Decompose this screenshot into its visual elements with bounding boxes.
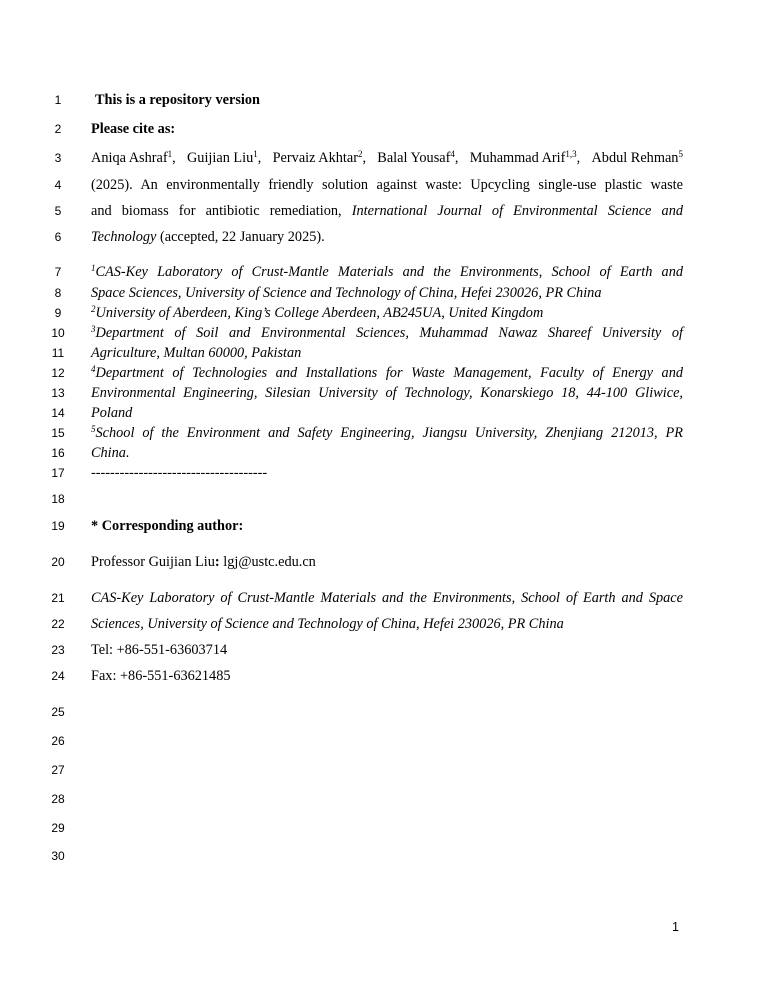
author: Muhammad Arif$^{1,3}$, (469, 149, 581, 166)
corresponding-address: CAS-Key Laboratory of Crust-Mantle Materials and the Environments, School of Earth and Space (91, 590, 683, 606)
line-number: 11 (51, 346, 65, 360)
line-number: 30 (51, 849, 65, 863)
line-number: 9 (54, 306, 62, 320)
line-number: 2 (54, 122, 62, 136)
line-number: 6 (54, 230, 62, 244)
affiliation-5-cont: China. (91, 445, 130, 461)
line-number: 23 (51, 643, 65, 657)
affiliation-2: $^2$University of Aberdeen, King’s College Aberdeen, AB245UA, United Kingdom (91, 304, 544, 321)
line-number: 16 (51, 446, 65, 460)
affiliation-3: $^3$Department of Soil and Environmental Sciences, Muhammad Nawaz Shareef University of (91, 324, 683, 341)
line-number: 4 (54, 178, 62, 192)
line-number: 17 (51, 466, 65, 480)
line-number: 25 (51, 705, 65, 719)
line-number: 24 (51, 669, 65, 683)
author: Balal Yousaf$^4$, (377, 149, 459, 166)
line-number: 18 (51, 492, 65, 506)
line-number: 5 (54, 204, 62, 218)
author: Pervaiz Akhtar$^2$, (272, 149, 367, 166)
line-number: 15 (51, 426, 65, 440)
email-address: lgj@ustc.edu.cn (223, 554, 316, 570)
page-number: 1 (672, 920, 679, 934)
line-number: 1 (54, 93, 62, 107)
line-number: 19 (51, 519, 65, 533)
corresponding-contact: Professor Guijian Liu: lgj@ustc.edu.cn (91, 554, 316, 570)
line-number: 29 (51, 821, 65, 835)
line-number: 21 (51, 591, 65, 605)
repository-note: This is a repository version (95, 92, 260, 108)
author-list (91, 149, 683, 167)
cite-label: Please cite as: (91, 121, 176, 137)
affiliation-3-cont: Agriculture, Multan 60000, Pakistan (91, 345, 302, 361)
line-number: 7 (54, 265, 62, 279)
line-number: 8 (54, 286, 62, 300)
affiliation-4-cont: Poland (91, 405, 133, 421)
line-number: 22 (51, 617, 65, 631)
affiliation-4: $^4$Department of Technologies and Installations for Waste Management, Faculty of Energy and (91, 364, 683, 381)
line-number: 14 (51, 406, 65, 420)
separator-line: ------------------------------------- (91, 465, 268, 481)
corresponding-address-cont: Sciences, University of Science and Technology of China, Hefei 230026, PR China (91, 616, 564, 632)
author: Aniqa Ashraf$^1$, (91, 149, 176, 166)
line-number: 28 (51, 792, 65, 806)
affiliation-1-cont: Space Sciences, University of Science and Technology of China, Hefei 230026, PR China (91, 285, 602, 301)
line-number: 13 (51, 386, 65, 400)
author: Abdul Rehman$^5$ (591, 149, 683, 166)
affiliation-4-cont: Environmental Engineering, Silesian University of Technology, Konarskiego 18, 44-100 Gliwice, (91, 385, 683, 401)
citation-title-line: (2025). An environmentally friendly solution against waste: Upcycling single-use plastic waste (91, 177, 683, 193)
affiliation-5: $^5$School of the Environment and Safety Engineering, Jiangsu University, Zhenjiang 212013, PR (91, 424, 683, 441)
line-number: 20 (51, 555, 65, 569)
citation-journal-line: and biomass for antibiotic remediation, International Journal of Environmental Science and (91, 203, 683, 219)
author: Guijian Liu$^1$, (186, 149, 262, 166)
telephone: Tel: +86-551-63603714 (91, 642, 228, 658)
line-number: 10 (51, 326, 65, 340)
affiliation-1: $^1$CAS-Key Laboratory of Crust-Mantle Materials and the Environments, School of Earth and (91, 263, 683, 280)
line-number: 27 (51, 763, 65, 777)
fax: Fax: +86-551-63621485 (91, 668, 231, 684)
line-number: 26 (51, 734, 65, 748)
line-number: 12 (51, 366, 65, 380)
corresponding-heading: * Corresponding author: (91, 518, 244, 534)
line-number: 3 (54, 151, 62, 165)
citation-status-line: Technology (accepted, 22 January 2025). (91, 229, 325, 245)
